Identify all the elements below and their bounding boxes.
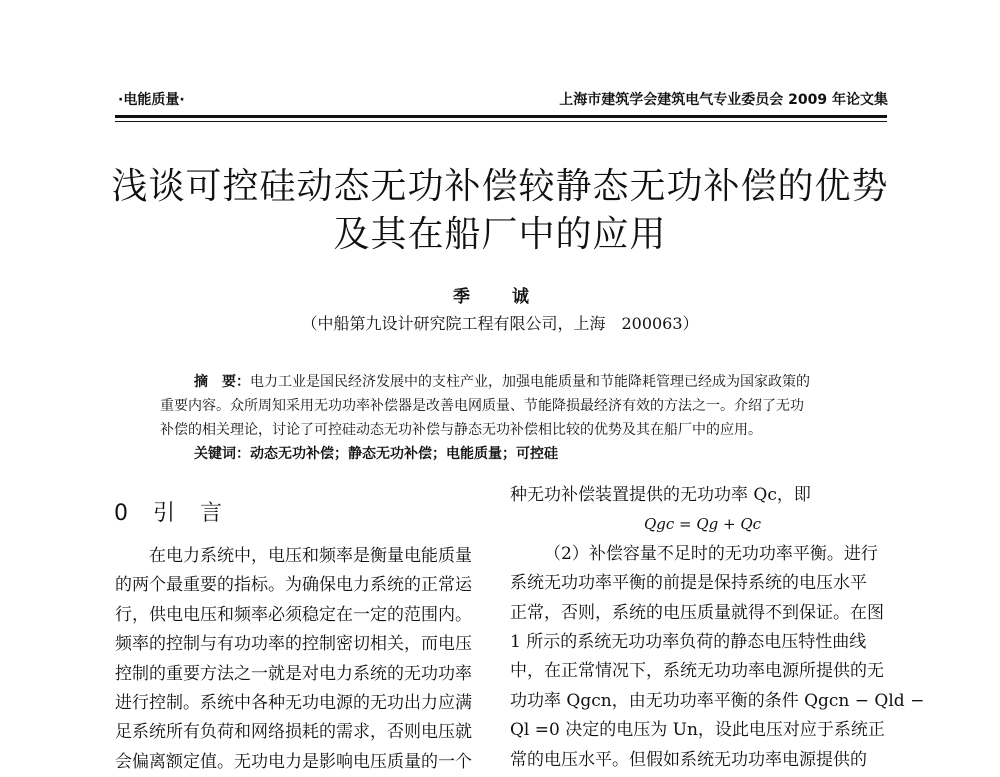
right-column bbox=[510, 481, 925, 775]
abstract-line-1 bbox=[160, 370, 840, 394]
abstract-text-1: 电力工业是国民经济发展中的支柱产业，加强电能质量和节能降耗管理已经成为国家政策的 bbox=[250, 374, 810, 390]
header-rule-thin bbox=[115, 121, 887, 122]
running-header-journal: 上海市建筑学会建筑电气专业委员会 2009 年论文集 bbox=[559, 92, 888, 108]
paper-title-line-1: 浅谈可控硅动态无功补偿较静态无功补偿的优势 bbox=[111, 166, 889, 207]
abstract-line-3: 补偿的相关理论，讨论了可控硅动态无功补偿与静态无功补偿相比较的优势及其在船厂中的应用。 bbox=[160, 422, 762, 438]
body-line: 常的电压水平。但假如系统无功功率电源提供的 bbox=[510, 749, 867, 770]
author-affiliation: （中船第九设计研究院工程有限公司，上海 200063） bbox=[301, 314, 699, 333]
body-line: 行，供电电压和频率必须稳定在一定的范围内。 bbox=[115, 604, 472, 625]
paper-title-line-2: 及其在船厂中的应用 bbox=[333, 214, 667, 255]
header-rule-thick bbox=[115, 115, 887, 118]
body-line: Ql =0 决定的电压为 Un，设此电压对应于系统正 bbox=[510, 720, 885, 741]
body-line: 1 所示的系统无功功率负荷的静态电压特性曲线 bbox=[510, 631, 867, 652]
equation: Qgc = Qg + Qc bbox=[643, 515, 762, 534]
keywords-line bbox=[160, 442, 840, 466]
body-line: 频率的控制与有功功率的控制密切相关，而电压 bbox=[115, 634, 472, 655]
body-line: （2）补偿容量不足时的无功功率平衡。进行 bbox=[544, 543, 878, 564]
abstract-line-2: 重要内容。众所周知采用无功功率补偿器是改善电网质量、节能降损最经济有效的方法之一。介绍了无功 bbox=[160, 398, 804, 414]
body-line: 正常，否则，系统的电压质量就得不到保证。在图 bbox=[510, 602, 884, 623]
abstract-label: 摘 要： bbox=[194, 374, 250, 390]
body-line: 的两个最重要的指标。为确保电力系统的正常运 bbox=[115, 575, 472, 596]
body-line: 中，在正常情况下，系统无功功率电源所提供的无 bbox=[510, 661, 884, 682]
author-name: 季 诚 bbox=[453, 287, 547, 307]
abstract-block bbox=[160, 370, 840, 466]
body-line: 在电力系统中，电压和频率是衡量电能质量 bbox=[149, 546, 472, 566]
body-line: 进行控制。系统中各种无功电源的无功出力应满 bbox=[115, 692, 472, 713]
body-line: 功功率 Qgcn，由无功功率平衡的条件 Qgcn − Qld − bbox=[510, 690, 925, 711]
body-line: 系统无功功率平衡的前提是保持系统的电压水平 bbox=[510, 573, 867, 594]
keywords-label: 关键词： bbox=[194, 446, 250, 462]
body-line: 种无功补偿装置提供的无功功率 Qc，即 bbox=[510, 485, 811, 505]
section-heading-introduction: 0 引 言 bbox=[114, 501, 222, 526]
left-column bbox=[115, 542, 495, 777]
body-line: 控制的重要方法之一就是对电力系统的无功功率 bbox=[115, 663, 472, 684]
body-line: 足系统所有负荷和网络损耗的需求，否则电压就 bbox=[115, 722, 472, 743]
body-line: 会偏离额定值。无功电力是影响电压质量的一个 bbox=[115, 751, 472, 772]
running-header-section: ·电能质量· bbox=[118, 92, 185, 108]
keywords-text: 动态无功补偿；静态无功补偿；电能质量；可控硅 bbox=[250, 446, 558, 462]
